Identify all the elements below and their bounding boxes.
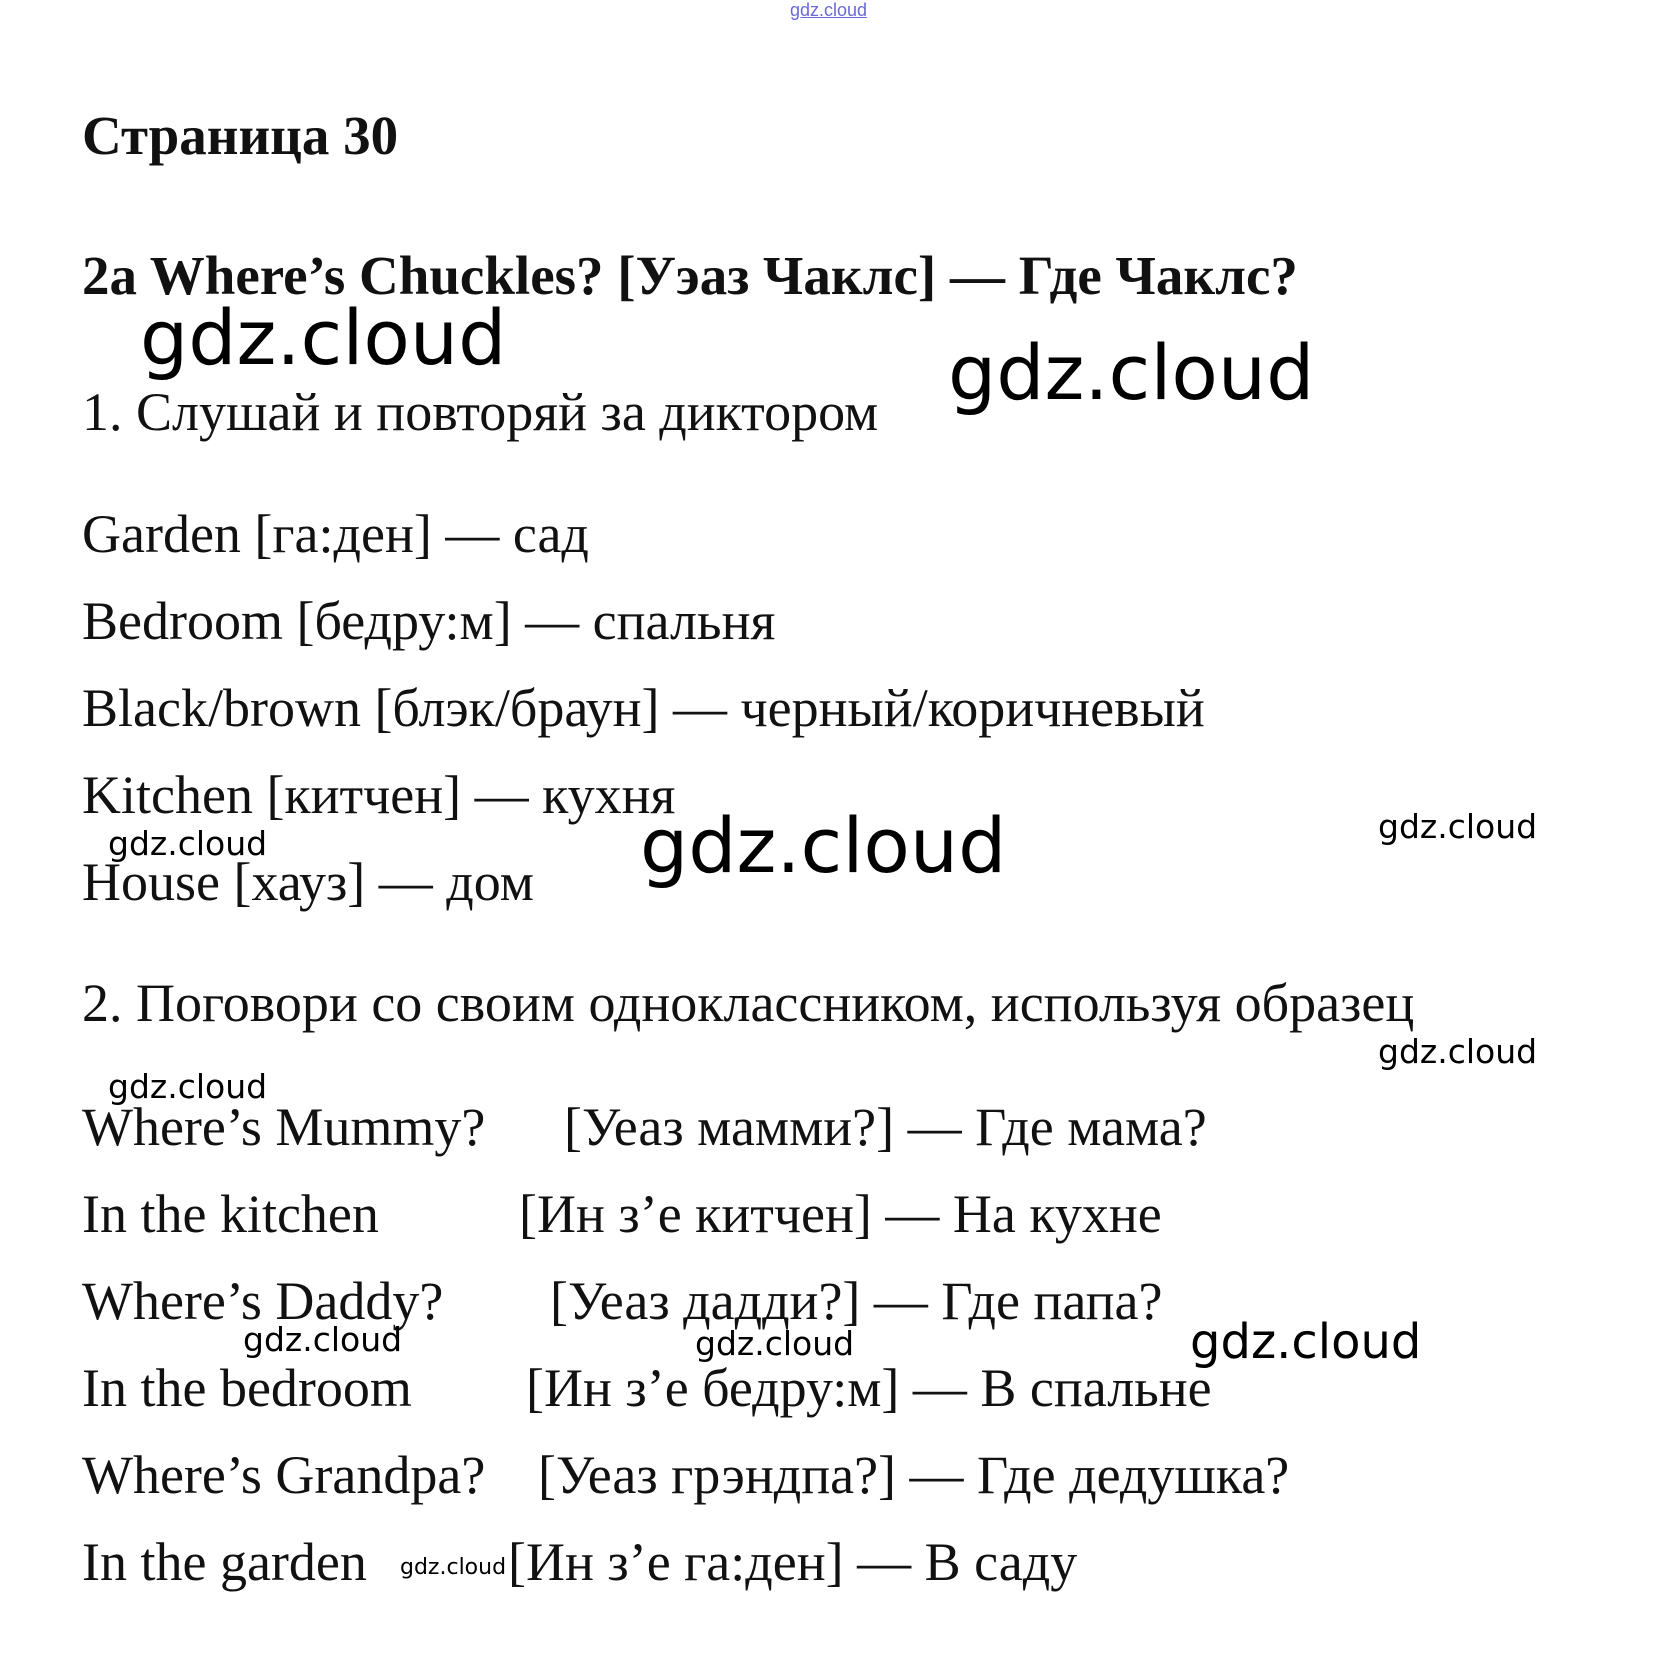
dialogue-row: [82, 1358, 1212, 1418]
vocab-item: Kitchen [китчен] — кухня: [82, 765, 676, 825]
watermark: gdz.cloud: [695, 1324, 855, 1363]
watermark: gdz.cloud: [243, 1320, 403, 1359]
dialogue-english: Where’s Mummy?: [82, 1097, 486, 1157]
watermark: gdz.cloud: [400, 1555, 507, 1580]
vocab-item: Bedroom [бедру:м] — спальня: [82, 591, 776, 651]
dialogue-english: Where’s Daddy?: [82, 1271, 444, 1331]
watermark: gdz.cloud: [108, 1067, 268, 1106]
page-title: Страница 30: [82, 105, 399, 166]
vocab-item: Black/brown [блэк/браун] — черный/коричневый: [82, 678, 1205, 738]
watermark: gdz.cloud: [1378, 807, 1538, 846]
task2-instruction: 2. Поговори со своим одноклассником, используя образец: [82, 973, 1415, 1033]
dialogue-row: [82, 1097, 1207, 1157]
dialogue-transcription: [Уеаз мамми?] — Где мама?: [564, 1097, 1207, 1157]
task1-instruction: 1. Слушай и повторяй за диктором: [82, 382, 879, 442]
dialogue-transcription: [Ин з’е га:ден] — В саду: [508, 1532, 1078, 1592]
dialogue-transcription: [Уеаз дадди?] — Где папа?: [550, 1271, 1163, 1331]
watermark: gdz.cloud: [1378, 1032, 1538, 1071]
watermark: gdz.cloud: [140, 293, 507, 382]
vocab-item: Garden [га:ден] — сад: [82, 504, 589, 564]
site-link[interactable]: gdz.cloud: [789, 0, 868, 20]
lesson-title: 2a Where’s Chuckles? [Уэаз Чаклс] — Где Чаклс?: [82, 245, 1298, 306]
watermark: gdz.cloud: [1190, 1314, 1422, 1370]
dialogue-english: In the garden: [82, 1532, 367, 1592]
watermark: gdz.cloud: [108, 824, 268, 863]
dialogue-english: In the kitchen: [82, 1184, 379, 1244]
dialogue-transcription: [Уеаз грэндпа?] — Где дедушка?: [538, 1445, 1290, 1505]
dialogue-row: [82, 1445, 1290, 1505]
dialogue-transcription: [Ин з’е бедру:м] — В спальне: [526, 1358, 1212, 1418]
dialogue-transcription: [Ин з’е китчен] — На кухне: [519, 1184, 1162, 1244]
vocab-item: House [хауз] — дом: [82, 852, 534, 912]
dialogue-row: [82, 1184, 1162, 1244]
dialogue-english: Where’s Grandpa?: [82, 1445, 486, 1505]
dialogue-english: In the bedroom: [82, 1358, 412, 1418]
watermark: gdz.cloud: [640, 801, 1007, 890]
watermark: gdz.cloud: [948, 328, 1315, 417]
